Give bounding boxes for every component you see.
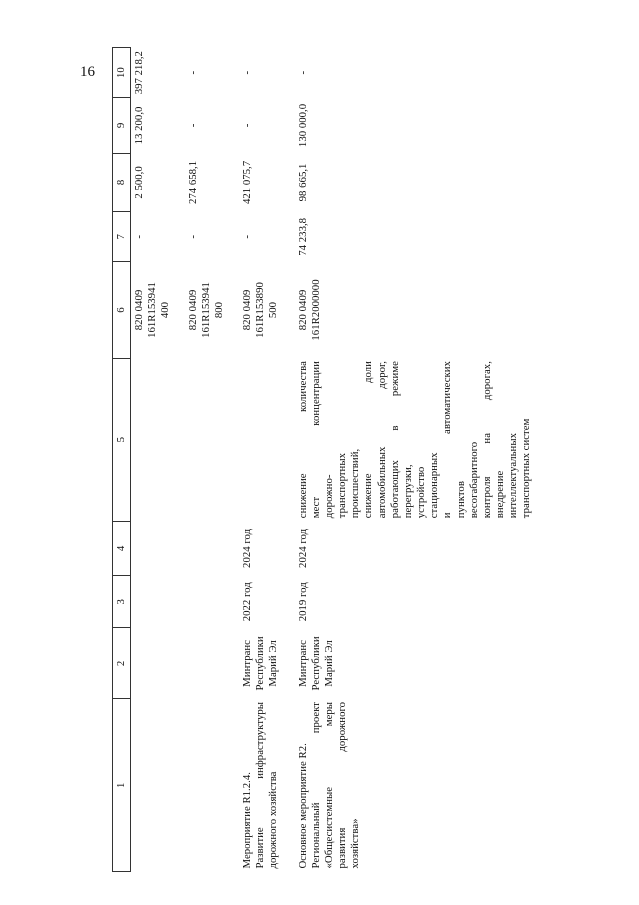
value-col9: 13 200,0 [133,106,145,145]
header-cell: 5 [113,358,131,521]
budget-table [112,47,534,872]
value-col8: 274 658,1 [186,160,199,205]
header-cell: 1 [113,699,131,872]
activity-cell: Основное мероприятие R2. Региональный проект «Общесистемные меры развития дорожного хозяйства» [296,701,362,869]
value-col7: - [133,235,145,239]
value-col10: - [296,70,309,75]
header-cell: 8 [113,153,131,212]
budget-code-cell: 820 0409 161R153941 400 [133,282,172,338]
value-col10: - [186,70,199,75]
value-col10: 397 218,2 [133,51,145,95]
table-row [295,48,534,872]
value-col7: - [186,235,199,239]
budget-code-cell: 820 0409 161R2000000 [296,279,322,341]
value-col7: 74 233,8 [296,217,309,256]
page-number: 16 [80,64,95,80]
executor-cell: Минтранс Республики Марий Эл [240,636,279,691]
activity-cell [131,699,185,872]
start-year-cell [185,576,239,628]
table-row [131,48,185,872]
end-year-cell [131,521,185,575]
executor-cell: Минтранс Республики Марий Эл [296,636,335,691]
activity-cell: Мероприятие R1.2.4. Развитие инфраструктуры дорожного хозяйства [240,701,279,869]
value-col8: 98 665,1 [296,163,309,202]
result-cell [131,358,185,521]
activity-cell [185,699,239,872]
header-cell: 3 [113,576,131,628]
value-col8: 2 500,0 [133,166,145,199]
executor-cell [185,628,239,699]
result-cell [239,358,295,521]
table-row [185,48,239,872]
start-year-cell: 2022 год [240,582,253,622]
header-cell: 10 [113,48,131,98]
executor-cell [131,628,185,699]
value-col8: 421 075,7 [240,160,253,205]
value-col7: - [240,235,253,239]
table-row [239,48,295,872]
header-cell: 4 [113,521,131,575]
header-cell: 7 [113,212,131,262]
rotated-table-container [112,47,602,872]
value-col10: - [240,70,253,75]
end-year-cell: 2024 год [240,528,253,568]
header-cell: 6 [113,262,131,358]
start-year-cell: 2019 год [296,582,309,622]
column-number-row [113,48,131,872]
result-cell [185,358,239,521]
value-col9: - [186,123,199,128]
end-year-cell [185,521,239,575]
header-cell: 9 [113,98,131,153]
budget-code-cell: 820 0409 161R153941 800 [186,282,225,338]
value-col9: 130 000,0 [296,103,309,148]
end-year-cell: 2024 год [296,528,309,568]
result-cell: снижение количества мест концентрации дорожно- транспортных происшествий, снижение доли автомобильных дорог, работающих в режиме перегрузки, устройство стационарных и автоматических пунктов весогабаритного контроля на дорогах, внедрение интеллектуальных транспортных систем [296,361,533,519]
budget-code-cell: 820 0409 161R153890 500 [240,282,279,338]
start-year-cell [131,576,185,628]
header-cell: 2 [113,628,131,699]
value-col9: - [240,123,253,128]
